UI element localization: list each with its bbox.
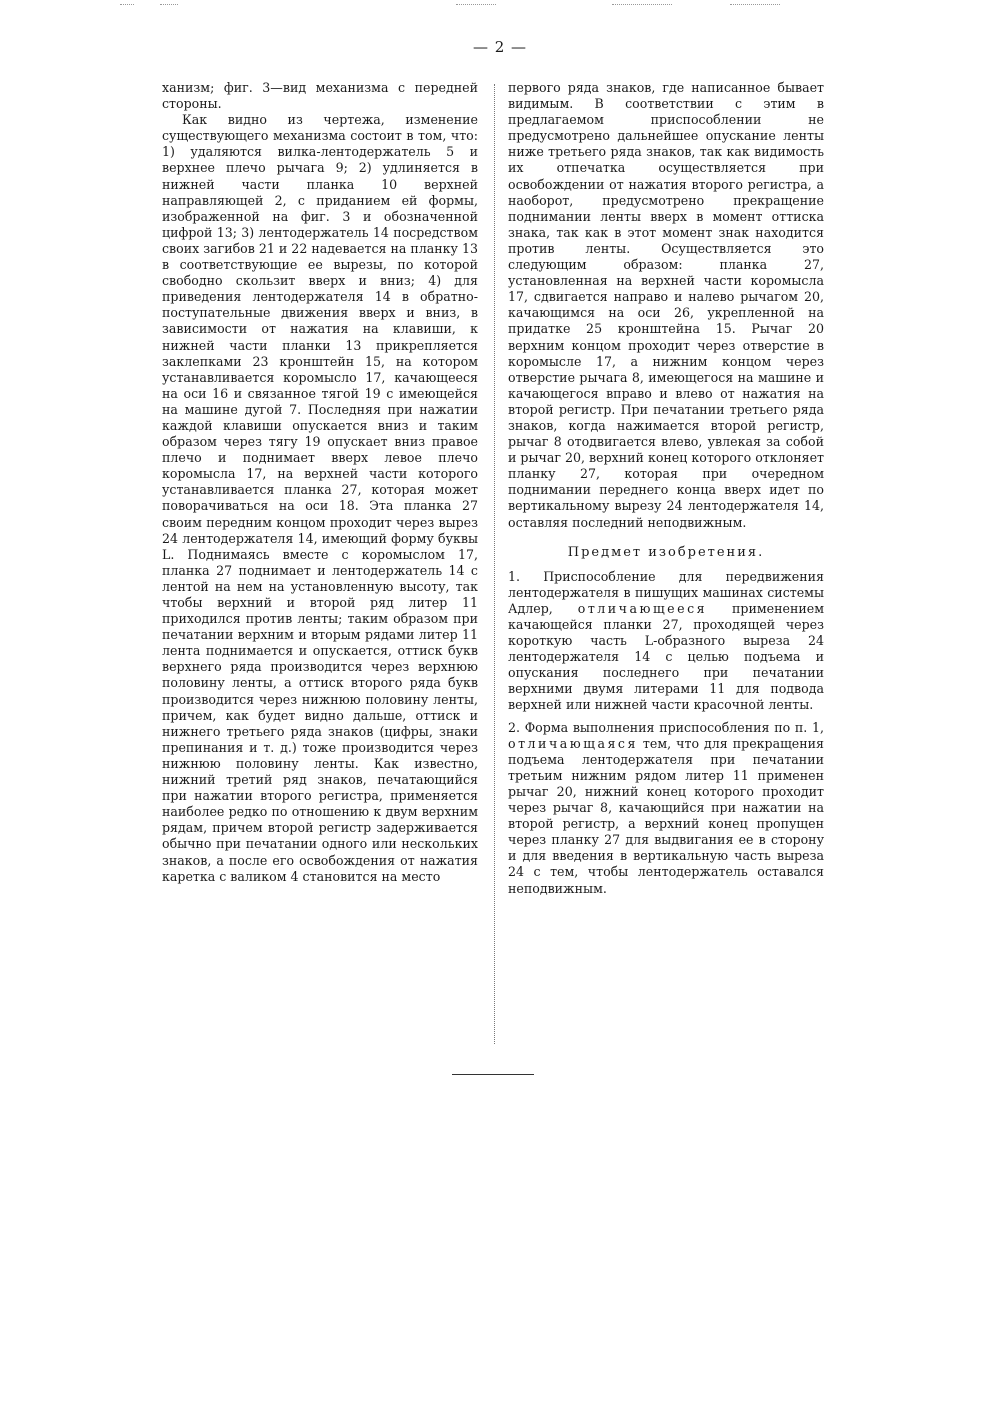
page-number: — 2 — [472, 38, 528, 56]
right-column [508, 80, 824, 897]
claim-lead: 2. Форма выполнения приспособления по п. 1, [508, 719, 824, 735]
claim-spaced: отличающаяся [508, 735, 638, 751]
end-rule [452, 1074, 534, 1075]
right-paragraph: первого ряда знаков, где написанное бывает видимым. В соответствии с этим в предлагаемом приспособлении не предусмотрено дальнейшее опускание ленты ниже третьего ряда знаков, так как видимость их отпечатка осуществляется при освобождении от нажатия второго регистра, а наоборот, предусмотрено прекращение поднимании ленты вверх в момент оттиска знака, так как в этот момент знак находится против ленты. Осуществляется это следующим образом: планка 27, установленная на верхней части коромысла 17, сдвигается направо и налево рычагом 20, качающимся на оси 26, укрепленной на придатке 25 кронштейна 15. Рычаг 20 верхним концом проходит через отверстие в коромысле 17, а нижним концом через отверстие рычага 8, имеющегося на машине и качающегося вправо и влево от нажатия на второй регистр. При печатании третьего ряда знаков, когда нажимается второй регистр, рычаг 8 отодвигается влево, увлекая за собой и рычаг 20, верхний конец которого отклоняет планку 27, которая при очередном поднимании переднего конца вверх идет по вертикальному вырезу 24 лентодержателя 14, оставляя последний неподвижным. [508, 80, 824, 530]
left-paragraph: Как видно из чертежа, изменение существующего механизма состоит в том, что: 1) удаляются вилка-лентодержатель 5 и верхнее плечо рычага 9; 2) удлиняется в нижней части планка 10 верхней направляющей 2, с приданием ей формы, изображенной на фиг. 3 и обозначенной цифрой 13; 3) лентодержатель 14 посредством своих загибов 21 и 22 надевается на планку 13 в соответствующие ее вырезы, по которой свободно скользит вверх и вниз; 4) для приведения лентодержателя 14 в обратно-поступательные движения вверх и вниз, в зависимости от нажатия на клавиши, к нижней части планки 13 прикрепляется заклепками 23 кронштейн 15, на котором устанавливается коромысло 17, качающееся на оси 16 и связанное тягой 19 с имеющейся на машине дугой 7. Последняя при нажатии каждой клавиши опускается вниз и таким образом через тягу 19 опускает вниз правое плечо и поднимает вверх левое плечо коромысла 17, на верхней части которого устанавливается планка 27, которая может поворачиваться на оси 18. Эта планка 27 своим передним концом проходит через вырез 24 лентодержателя 14, имеющий форму буквы L. Поднимаясь вместе с коромыслом 17, планка 27 поднимает и лентодержатель 14 с лентой на нем на установленную высоту, так чтобы верхний и второй ряд литер 11 приходился против ленты; таким образом при печатании верхним и вторым рядами литер 11 лента поднимается и опускается, оттиск букв верхнего ряда производится через верхнюю половину ленты, а оттиск второго ряда букв производится через нижнюю половину ленты, причем, как будет видно дальше, оттиск и нижнего третьего ряда знаков (цифры, знаки препинания и т. д.) тоже производится через нижнюю половину ленты. Как известно, нижний третий ряд знаков, печатающийся при нажатии второго регистра, применяется наиболее редко по отношению к двум верхним рядам, причем второй регистр задерживается обычно при печатании одного или нескольких знаков, а после его освобождения от нажатия каретка с валиком 4 становится на место [162, 112, 478, 884]
claim-lead: 1. Приспособление для передвижения лентодержателя в пишущих машинах системы Адлер, [508, 568, 824, 616]
section-heading: Предмет изобретения. [567, 544, 765, 560]
claim-1 [508, 569, 824, 714]
left-column [162, 80, 478, 885]
claim-2 [508, 720, 824, 897]
claim-rest: применением качающейся планки 27, проходящей через короткую часть L-образного выреза 24 лентодержателя 14 с целью подъема и опускания последнего при печатании верхними двумя литерами 11 для подвода верхней или нижней части красочной ленты. [508, 600, 824, 713]
claim-rest: тем, что для прекращения подъема лентодержателя при печатании третьим нижним рядом литер 11 применен рычаг 20, нижний конец которого проходит через рычаг 8, качающийся при нажатии на второй регистр, а верхний конец пропущен через планку 27 для выдвигания ее в сторону и для введения в вертикальную часть выреза 24 с тем, чтобы лентодержатель оставался неподвижным. [508, 735, 824, 896]
left-paragraph: ханизм; фиг. 3—вид механизма с передней стороны. [162, 80, 478, 112]
scan-top-marks [0, 4, 1000, 10]
column-divider [494, 84, 495, 1044]
claim-spaced: отличающееся [577, 600, 708, 616]
